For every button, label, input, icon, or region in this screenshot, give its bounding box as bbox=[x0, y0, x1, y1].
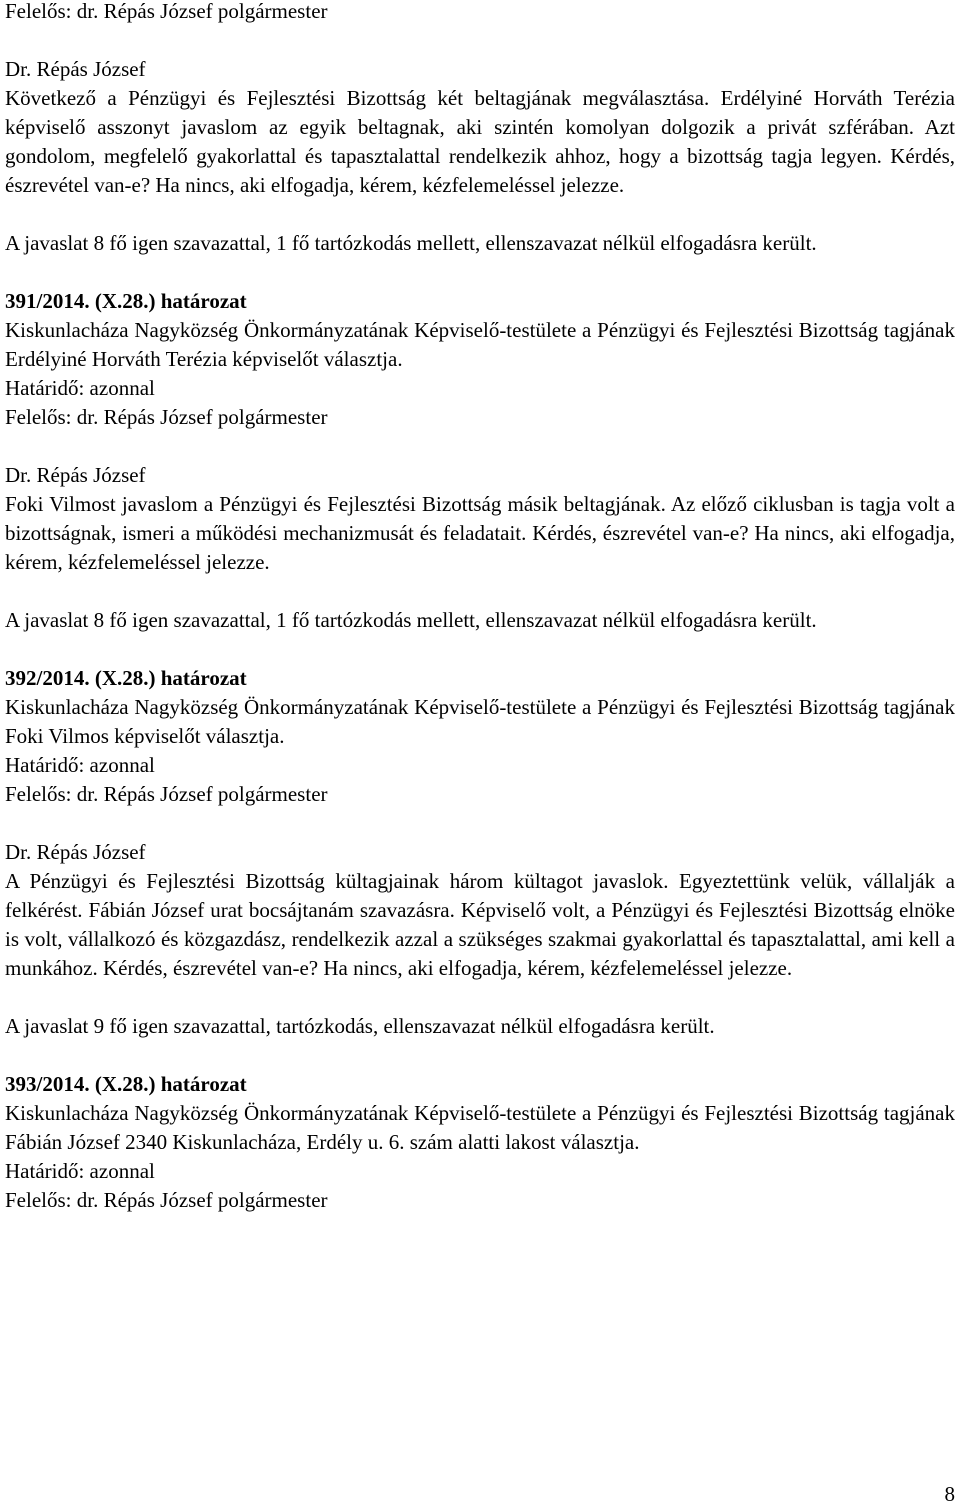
speech-paragraph: A Pénzügyi és Fejlesztési Bizottság kültagjainak három kültagot javaslok. Egyeztettünk velük, vállalják a felkérést. Fábián József urat bocsájtanám szavazásra. Képviselő volt, a Pénzügyi és Fejlesztési Bizottság elnöke is volt, vállalkozó és közgazdász, rendelkezik azzal a szükséges szakmai gyakorlattal és tapasztalattal, ami kell a munkához. Kérdés, észrevétel van-e? Ha nincs, aki elfogadja, kérem, kézfelemeléssel jelezze. bbox=[5, 869, 955, 980]
document-page bbox=[5, 0, 955, 1215]
vote-result: A javaslat 8 fő igen szavazattal, 1 fő tartózkodás mellett, ellenszavazat nélkül elfogadásra került. bbox=[5, 608, 817, 632]
resolution-text: Kiskunlacháza Nagyközség Önkormányzatának Képviselő-testülete a Pénzügyi és Fejlesztési Bizottság tagjának Fábián József 2340 Kiskunlacháza, Erdély u. 6. szám alatti lakost választja. bbox=[5, 1101, 955, 1154]
spacer bbox=[5, 26, 955, 55]
vote-result: A javaslat 9 fő igen szavazattal, tartózkodás, ellenszavazat nélkül elfogadásra került. bbox=[5, 1014, 715, 1038]
responsible-line: Felelős: dr. Répás József polgármester bbox=[5, 782, 328, 806]
speech-paragraph: Foki Vilmost javaslom a Pénzügyi és Fejlesztési Bizottság másik beltagjának. Az előző ciklusban is tagja volt a bizottságnak, ismeri a működési mechanizmusát és feladatait. Kérdés, észrevétel van-e? Ha nincs, aki elfogadja, kérem, kézfelemeléssel jelezze. bbox=[5, 492, 955, 574]
speaker-name: Dr. Répás József bbox=[5, 57, 146, 81]
resolution-title: 392/2014. (X.28.) határozat bbox=[5, 666, 247, 690]
speaker-name: Dr. Répás József bbox=[5, 463, 146, 487]
spacer bbox=[5, 200, 955, 229]
resolution-title: 393/2014. (X.28.) határozat bbox=[5, 1072, 247, 1096]
resolution-text: Kiskunlacháza Nagyközség Önkormányzatának Képviselő-testülete a Pénzügyi és Fejlesztési Bizottság tagjának Erdélyiné Horváth Terézia képviselőt választja. bbox=[5, 318, 955, 371]
responsible-line: Felelős: dr. Répás József polgármester bbox=[5, 1188, 328, 1212]
resolution-title: 391/2014. (X.28.) határozat bbox=[5, 289, 247, 313]
spacer bbox=[5, 258, 955, 287]
responsible-line: Felelős: dr. Répás József polgármester bbox=[5, 405, 328, 429]
spacer bbox=[5, 1041, 955, 1070]
responsible-line: Felelős: dr. Répás József polgármester bbox=[5, 0, 328, 23]
speech-paragraph: Következő a Pénzügyi és Fejlesztési Bizottság két beltagjának megválasztása. Erdélyiné Horváth Terézia képviselő asszonyt javaslom az egyik beltagnak, aki szintén komolyan dolgozik a privát szférában. Azt gondolom, megfelelő gyakorlattal és tapasztalattal rendelkezik ahhoz, hogy a bizottság tagja legyen. Kérdés, észrevétel van-e? Ha nincs, aki elfogadja, kérem, kézfelemeléssel jelezze. bbox=[5, 86, 955, 197]
deadline-line: Határidő: azonnal bbox=[5, 376, 155, 400]
resolution-text: Kiskunlacháza Nagyközség Önkormányzatának Képviselő-testülete a Pénzügyi és Fejlesztési Bizottság tagjának Foki Vilmos képviselőt választja. bbox=[5, 695, 955, 748]
speaker-name: Dr. Répás József bbox=[5, 840, 146, 864]
spacer bbox=[5, 432, 955, 461]
spacer bbox=[5, 577, 955, 606]
deadline-line: Határidő: azonnal bbox=[5, 753, 155, 777]
vote-result: A javaslat 8 fő igen szavazattal, 1 fő tartózkodás mellett, ellenszavazat nélkül elfogadásra került. bbox=[5, 231, 817, 255]
spacer bbox=[5, 983, 955, 1012]
page-number: 8 bbox=[944, 1482, 955, 1506]
spacer bbox=[5, 809, 955, 838]
spacer bbox=[5, 635, 955, 664]
deadline-line: Határidő: azonnal bbox=[5, 1159, 155, 1183]
